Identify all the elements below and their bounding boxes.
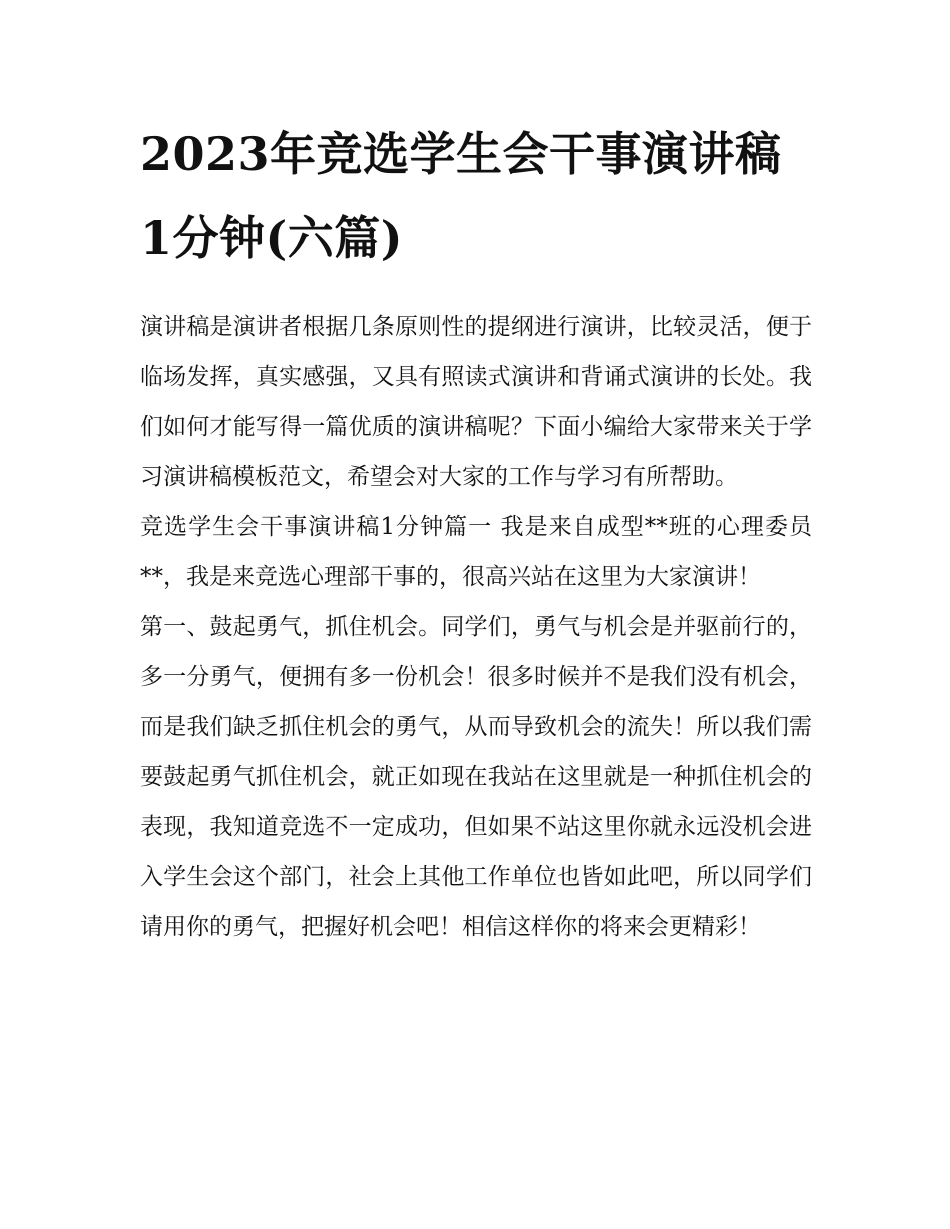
document-body — [140, 112, 812, 952]
speech-opening-paragraph: 竞选学生会干事演讲稿1分钟篇一 我是来自成型**班的心理委员**，我是来竞选心理部干事的，很高兴站在这里为大家演讲！ — [140, 514, 812, 590]
intro-paragraph: 演讲稿是演讲者根据几条原则性的提纲进行演讲，比较灵活，便于临场发挥，真实感强，又具有照读式演讲和背诵式演讲的长处。我们如何才能写得一篇优质的演讲稿呢？下面小编给大家带来关于学习演讲稿模板范文，希望会对大家的工作与学习有所帮助。 — [140, 314, 812, 490]
document-title: 2023年竞选学生会干事演讲稿1分钟(六篇) — [140, 127, 782, 265]
speech-point-one-paragraph: 第一、鼓起勇气，抓住机会。同学们，勇气与机会是并驱前行的，多一分勇气，便拥有多一份机会！很多时候并不是我们没有机会，而是我们缺乏抓住机会的勇气，从而导致机会的流失！所以我们需要鼓起勇气抓住机会，就正如现在我站在这里就是一种抓住机会的表现，我知道竞选不一定成功，但如果不站这里你就永远没机会进入学生会这个部门，社会上其他工作单位也皆如此吧，所以同学们请用你的勇气，把握好机会吧！相信这样你的将来会更精彩！ — [140, 614, 812, 940]
